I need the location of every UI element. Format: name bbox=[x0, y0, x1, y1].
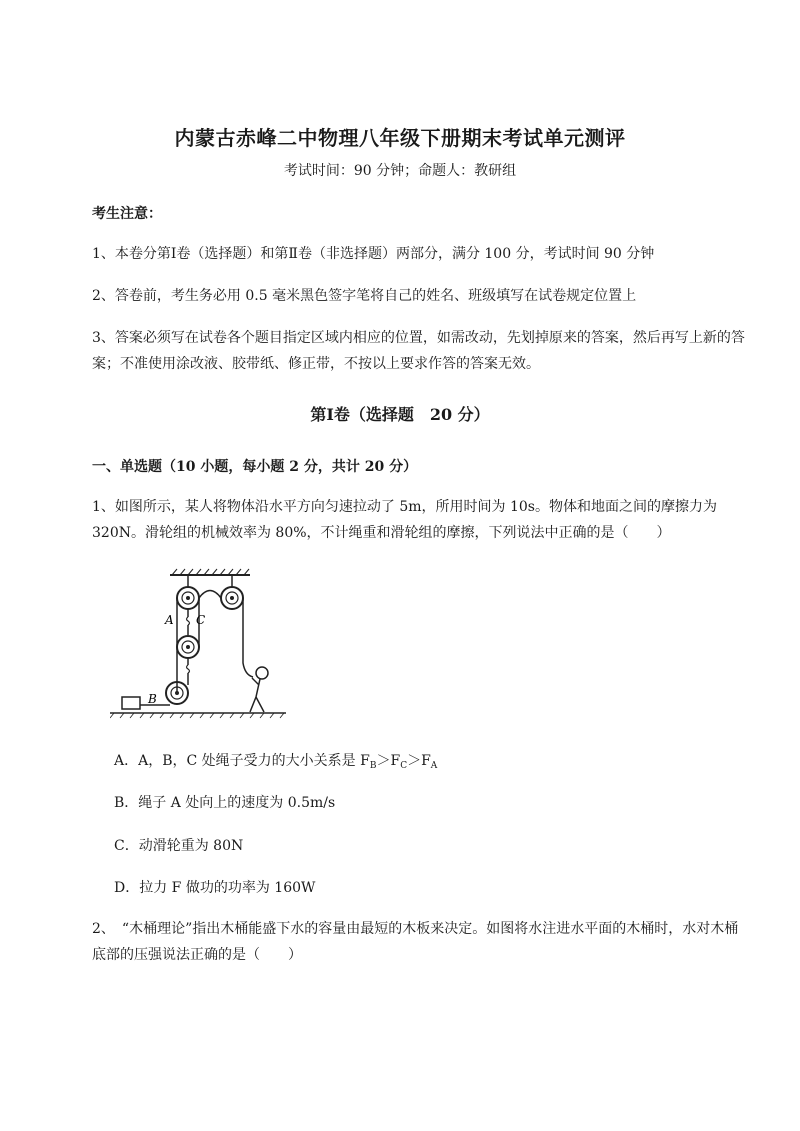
question-1-text: 1、如图所示，某人将物体沿水平方向匀速拉动了 5m，所用时间为 10s。物体和地面之间的摩擦力为 320N。滑轮组的机械效率为 80%，不计绳重和滑轮组的摩擦，下列说法中正确的是（ ） bbox=[92, 499, 717, 541]
option-b: B．绳子 A 处向上的速度为 0.5m/s bbox=[114, 795, 336, 811]
notice-item-3: 3、答案必须写在试卷各个题目指定区域内相应的位置，如需改动，先划掉原来的答案，然后再写上新的答案；不准使用涂改液、胶带纸、修正带，不按以上要求作答的答案无效。 bbox=[92, 330, 745, 372]
option-a: A．A，B，C 处绳子受力的大小关系是 $F_B>F_C>F_A$ bbox=[114, 753, 438, 771]
option-c: C．动滑轮重为 80N bbox=[114, 838, 244, 854]
page-title: 内蒙古赤峰二中物理八年级下册期末考试单元测评 bbox=[174, 126, 626, 150]
label-a: A bbox=[165, 613, 174, 627]
part-heading: 一、单选题（10 小题，每小题 2 分，共计 20 分） bbox=[92, 459, 418, 475]
pulley-diagram bbox=[110, 565, 290, 723]
label-b: B bbox=[148, 692, 157, 706]
option-d: D．拉力 F 做功的功率为 160W bbox=[114, 880, 316, 896]
question-2-text: 2、 “木桶理论”指出木桶能盛下水的容量由最短的木板来决定。如图将水注进水平面的木桶时，水对木桶底部的压强说法正确的是（ ） bbox=[92, 921, 739, 963]
label-c: C bbox=[196, 613, 206, 627]
section-title: 第Ⅰ卷（选择题 20 分） bbox=[310, 405, 490, 424]
notice-item-2: 2、答卷前，考生务必用 0.5 毫米黑色签字笔将自己的姓名、班级填写在试卷规定位置上 bbox=[92, 288, 637, 304]
notice-heading: 考生注意： bbox=[92, 206, 162, 222]
exam-info: 考试时间：90 分钟；命题人：教研组 bbox=[283, 163, 517, 179]
notice-item-1: 1、本卷分第Ⅰ卷（选择题）和第Ⅱ卷（非选择题）两部分，满分 100 分，考试时间 90 分钟 bbox=[92, 246, 655, 262]
